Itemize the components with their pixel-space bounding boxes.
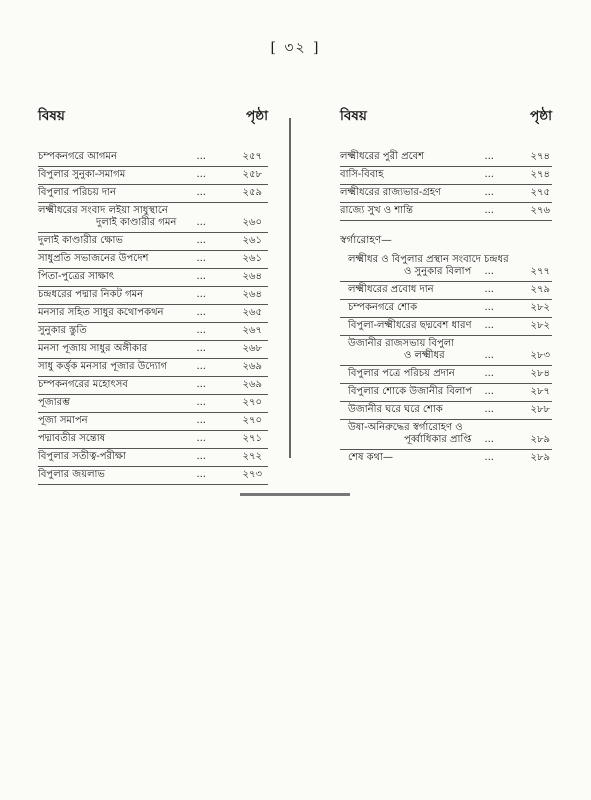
entry-title-continued: পূর্ব্বাধিকার প্রাপ্তি — [404, 434, 472, 445]
entry-title: পূজা সমাপন — [38, 415, 88, 426]
leader-dots: ... — [484, 151, 494, 162]
leader-dots: ... — [196, 433, 206, 444]
entry-page-number: ২৬৮ — [242, 343, 262, 354]
entry-title: পদ্মাবতীর সন্তোষ — [38, 433, 106, 444]
entry-title: উজানীর রাজসভায় বিপুলা — [348, 338, 455, 349]
toc-entry — [340, 300, 552, 318]
entry-title: মনসার সহিত সাধুর কথোপকথন — [38, 307, 164, 318]
entry-title: চন্দ্রধরের পদ্মার নিকট গমন — [38, 289, 144, 300]
entry-title: বিপুলার সুনুকা-সমাগম — [38, 169, 126, 180]
leader-dots: ... — [196, 325, 206, 336]
leader-dots: ... — [484, 350, 494, 361]
entry-page-number: ২৭৪ — [530, 151, 550, 162]
entry-page-number: ২৭০ — [242, 397, 262, 408]
toc-list-right-section — [340, 252, 552, 467]
toc-entry — [38, 395, 268, 413]
entry-title: দুলাই কাণ্ডারীর ক্ষোভ — [38, 235, 123, 246]
leader-dots: ... — [196, 361, 206, 372]
toc-entry — [38, 251, 268, 269]
entry-page-number: ২৮৪ — [530, 368, 550, 379]
entry-page-number: ২৭২ — [242, 451, 262, 462]
toc-list-left — [38, 149, 268, 485]
toc-entry — [340, 167, 552, 185]
entry-title: চম্পকনগরে আগমন — [38, 151, 117, 162]
entry-page-number: ২৫৭ — [242, 151, 262, 162]
toc-entry — [38, 413, 268, 431]
entry-page-number: ২৭৬ — [530, 205, 550, 216]
page-number: [ ৩২ ] — [270, 40, 321, 56]
leader-dots: ... — [484, 386, 494, 397]
toc-entry — [340, 252, 552, 282]
leader-dots: ... — [484, 169, 494, 180]
entry-page-number: ২৫৯ — [242, 187, 262, 198]
entry-page-number: ২৬১ — [242, 253, 262, 264]
toc-entry — [38, 269, 268, 287]
entry-page-number: ২৬৪ — [242, 271, 262, 282]
entry-title: উজানীর ঘরে ঘরে শোক — [348, 404, 443, 415]
leader-dots: ... — [196, 253, 206, 264]
entry-title: লক্ষ্মীধর ও বিপুলার প্রস্থান সংবাদে চন্দ্রধর — [348, 254, 509, 265]
column-header — [38, 105, 268, 127]
toc-entry — [38, 431, 268, 449]
toc-entry — [38, 287, 268, 305]
entry-title: রাজ্যে সুখ ও শান্তি — [340, 205, 413, 216]
header-subject: বিষয় — [38, 108, 65, 124]
entry-page-number: ২৭০ — [242, 415, 262, 426]
entry-title: বিপুলার সতীত্ব-পরীক্ষা — [38, 451, 126, 462]
toc-entry — [38, 233, 268, 251]
entry-title: লক্ষ্মীধরের প্রবোধ দান — [348, 284, 434, 295]
entry-title: বিপুলা-লক্ষ্মীধরের ছদ্মবেশ ধারণ — [348, 320, 472, 331]
toc-entry — [38, 149, 268, 167]
entry-page-number: ২৭৩ — [242, 469, 262, 480]
leader-dots: ... — [196, 415, 206, 426]
toc-entry — [38, 305, 268, 323]
column-header — [340, 105, 552, 127]
entry-title: শেষ কথা— — [348, 452, 394, 463]
toc-entry — [38, 467, 268, 485]
leader-dots: ... — [196, 307, 206, 318]
toc-list-right — [340, 149, 552, 221]
toc-entry — [38, 167, 268, 185]
entry-title: সাধু কর্ত্তৃক মনসার পূজার উদ্যোগ — [38, 361, 168, 372]
entry-page-number: ২৬৭ — [242, 325, 262, 336]
entry-title: বাসি-বিবাহ — [340, 169, 384, 180]
entry-title: পূজারম্ভ — [38, 397, 71, 408]
toc-entry — [340, 384, 552, 402]
entry-page-number: ২৬৯ — [242, 361, 262, 372]
toc-entry — [38, 341, 268, 359]
leader-dots: ... — [484, 284, 494, 295]
entry-title: সাধুপ্রতি সভাজনের উপদেশ — [38, 253, 149, 264]
entry-title-continued: ও সুনুকার বিলাপ — [404, 266, 472, 277]
entry-page-number: ২৬৯ — [242, 379, 262, 390]
entry-page-number: ২৬১ — [242, 235, 262, 246]
toc-entry — [38, 377, 268, 395]
leader-dots: ... — [196, 187, 206, 198]
entry-page-number: ২৮৯ — [530, 434, 550, 445]
toc-entry — [38, 185, 268, 203]
entry-title: পিতা-পুত্রের সাক্ষাৎ — [38, 271, 115, 282]
leader-dots: ... — [484, 434, 494, 445]
toc-entry — [38, 323, 268, 341]
entry-title: বিপুলার পরিচয় দান — [38, 187, 116, 198]
header-subject: বিষয় — [340, 108, 367, 124]
entry-title: লক্ষ্মীধরের সংবাদ লইয়া সাধুস্থানে — [38, 205, 168, 216]
entry-title-continued: দুলাই কাণ্ডারীর গমন — [96, 217, 177, 228]
entry-page-number: ২৮২ — [530, 320, 550, 331]
entry-title: চম্পকনগরে শোক — [348, 302, 418, 313]
leader-dots: ... — [484, 320, 494, 331]
entry-page-number: ২৫৮ — [242, 169, 262, 180]
entry-page-number: ২৭৪ — [530, 169, 550, 180]
leader-dots: ... — [484, 404, 494, 415]
entry-page-number: ২৭৯ — [530, 284, 550, 295]
leader-dots: ... — [484, 266, 494, 277]
toc-entry — [340, 318, 552, 336]
entry-title: বিপুলার জয়লাভ — [38, 469, 105, 480]
entry-title-continued: ও লক্ষ্মীধর — [404, 350, 445, 361]
entry-title: বিপুলার শোকে উজানীর বিলাপ — [348, 386, 473, 397]
column-divider — [289, 118, 291, 458]
toc-entry — [38, 449, 268, 467]
entry-title: লক্ষ্মীধরের পুরী প্রবেশ — [340, 151, 425, 162]
leader-dots: ... — [196, 235, 206, 246]
entry-page-number: ২৮৮ — [530, 404, 550, 415]
section-heading: স্বর্গারোহণ— — [340, 234, 392, 246]
leader-dots: ... — [196, 169, 206, 180]
toc-entry — [340, 185, 552, 203]
header-page: পৃষ্ঠা — [530, 108, 552, 124]
leader-dots: ... — [196, 469, 206, 480]
entry-title: মনসা পূজায় সাধুর অঙ্গীকার — [38, 343, 148, 354]
leader-dots: ... — [196, 379, 206, 390]
leader-dots: ... — [484, 187, 494, 198]
toc-entry — [38, 203, 268, 233]
entry-title: চম্পকনগরের মহোৎসব — [38, 379, 128, 390]
toc-entry — [38, 359, 268, 377]
toc-entry — [340, 450, 552, 467]
entry-page-number: ২৭৫ — [530, 187, 550, 198]
toc-entry — [340, 366, 552, 384]
toc-entry — [340, 149, 552, 167]
entry-page-number: ২৬০ — [242, 217, 262, 228]
toc-entry — [340, 336, 552, 366]
entry-page-number: ২৬৪ — [242, 289, 262, 300]
leader-dots: ... — [196, 397, 206, 408]
entry-page-number: ২৮৯ — [530, 452, 550, 463]
entry-title: সুনুকার স্তুতি — [38, 325, 87, 336]
header-page: পৃষ্ঠা — [246, 108, 268, 124]
entry-page-number: ২৭৭ — [530, 266, 550, 277]
end-rule — [240, 493, 350, 496]
toc-column-right — [340, 105, 552, 467]
leader-dots: ... — [484, 452, 494, 463]
entry-page-number: ২৮২ — [530, 302, 550, 313]
toc-column-left — [38, 105, 268, 485]
toc-entry — [340, 203, 552, 221]
leader-dots: ... — [484, 368, 494, 379]
leader-dots: ... — [196, 217, 206, 228]
entry-title: লক্ষ্মীধরের রাজ্যভার-গ্রহণ — [340, 187, 442, 198]
leader-dots: ... — [196, 451, 206, 462]
entry-page-number: ২৭১ — [242, 433, 262, 444]
toc-entry — [340, 282, 552, 300]
leader-dots: ... — [196, 343, 206, 354]
leader-dots: ... — [196, 289, 206, 300]
entry-title: উষা-অনিরুদ্ধের স্বর্গারোহণ ও — [348, 422, 463, 433]
entry-page-number: ২৮৭ — [530, 386, 550, 397]
leader-dots: ... — [196, 151, 206, 162]
leader-dots: ... — [484, 205, 494, 216]
toc-entry — [340, 420, 552, 450]
leader-dots: ... — [484, 302, 494, 313]
leader-dots: ... — [196, 271, 206, 282]
entry-page-number: ২৮৩ — [530, 350, 550, 361]
entry-title: বিপুলার পত্রে পরিচয় প্রদান — [348, 368, 455, 379]
entry-page-number: ২৬৫ — [242, 307, 262, 318]
toc-entry — [340, 402, 552, 420]
